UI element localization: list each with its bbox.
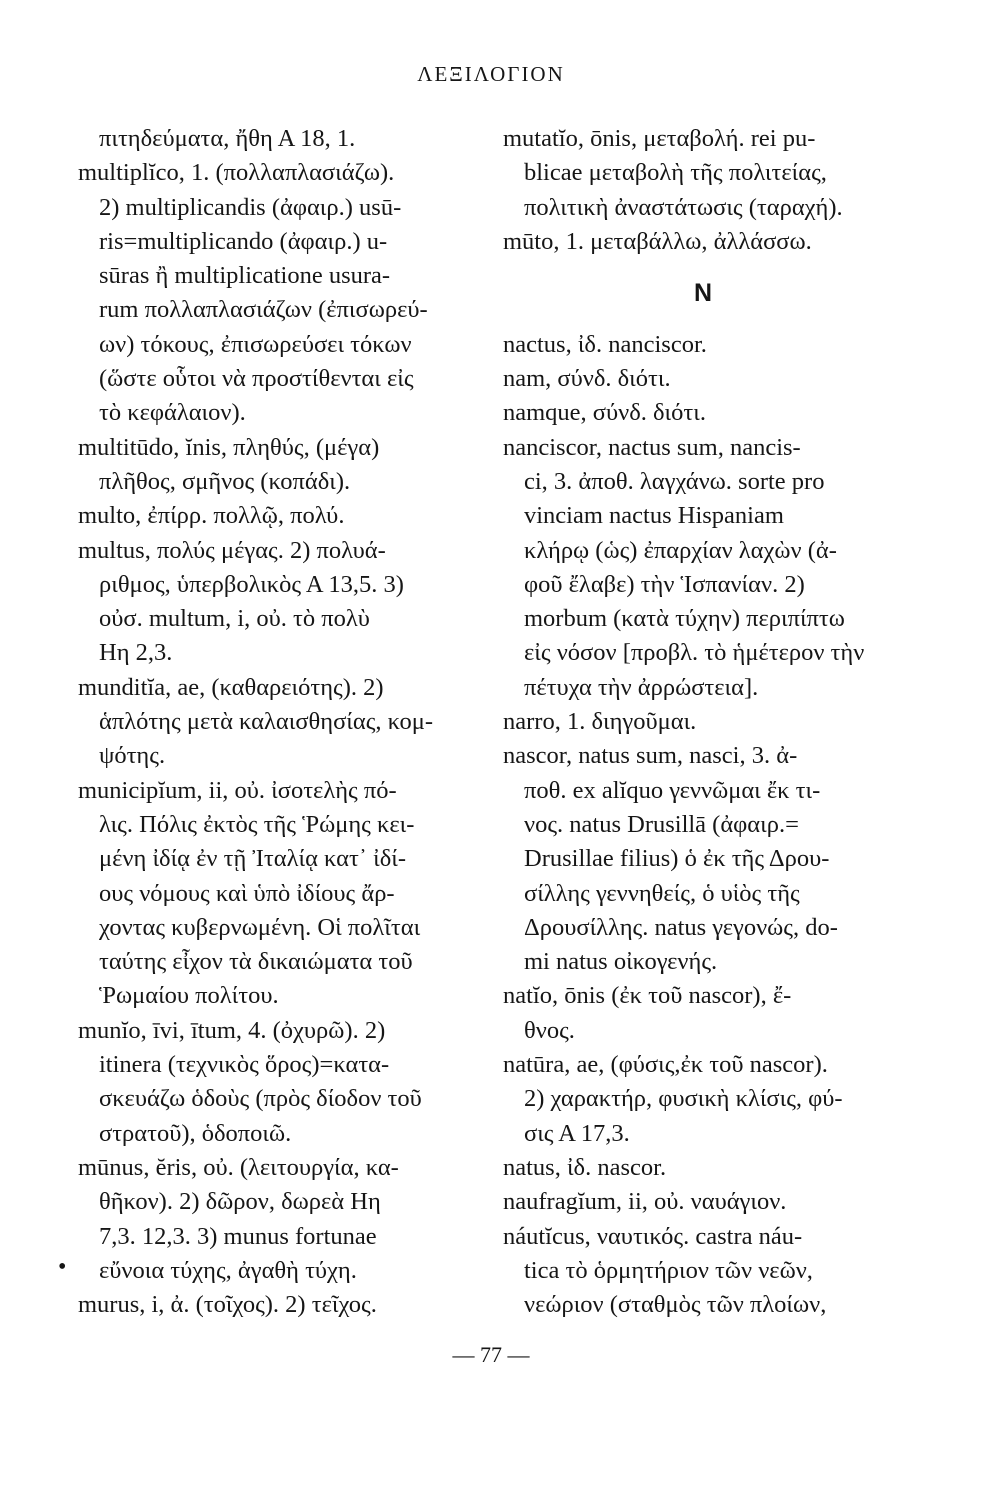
entry-headword-line: munĭo, īvi, ītum, 4. (ὀχυρῶ). 2) (78, 1016, 386, 1044)
margin-bullet: • (58, 1254, 67, 1280)
entry-headword-line: nam, σύνδ. διότι. (503, 365, 671, 393)
entry-continuation-line: itinera (τεχνικὸς ὅρος)=κατα- (99, 1051, 390, 1079)
entry-continuation-line: σις Α 17,3. (524, 1119, 630, 1147)
entry-headword-line: multus, πολύς μέγας. 2) πολυά- (78, 536, 386, 564)
entry-continuation-line: ριθμος, ὑπερβολικὸς Α 13,5. 3) (99, 570, 404, 598)
entry-continuation-line: Ηη 2,3. (99, 639, 173, 667)
entry-continuation-line: ους νόμους καὶ ὑπὸ ἰδίους ἄρ- (99, 879, 395, 907)
entry-continuation-line: blicae μεταβολὴ τῆς πολιτείας, (524, 159, 827, 187)
entry-continuation-line: ων) τόκους, ἐπισωρεύσει τόκων (99, 330, 412, 358)
entry-headword-line: narro, 1. διηγοῦμαι. (503, 708, 697, 736)
entry-headword-line: nascor, natus sum, nasci, 3. ἀ- (503, 742, 798, 770)
entry-continuation-line: πολιτικὴ ἀναστάτωσις (ταραχή). (524, 193, 843, 221)
entry-headword-line: mūto, 1. μεταβάλλω, ἀλλάσσω. (503, 227, 812, 255)
section-letter-heading: N (693, 279, 713, 308)
entry-headword-line: mutatĭo, ōnis, μεταβολή. rei pu- (503, 125, 816, 152)
entry-continuation-line: 2) multiplicandis (ἀφαιρ.) usū- (99, 193, 402, 221)
entry-continuation-line: mi natus οἰκογενής. (524, 948, 718, 976)
entry-continuation-line: 2) χαρακτήρ, φυσικὴ κλίσις, φύ- (524, 1085, 843, 1113)
entry-headword-line: multitūdo, ĭnis, πληθύς, (μέγα) (78, 433, 380, 461)
entry-continuation-line: σίλλης γεννηθείς, ὁ υἱὸς τῆς (524, 879, 800, 907)
entry-continuation-line: πιτηδεύματα, ἤθη Α 18, 1. (99, 125, 356, 152)
page-number: — 77 — (452, 1342, 530, 1367)
entry-continuation-line: τὸ κεφάλαιον). (99, 399, 246, 427)
entry-continuation-line: Drusillae filius) ὁ ἐκ τῆς Δρου- (524, 845, 830, 873)
entry-continuation-line: ἁπλότης μετὰ καλαισθησίας, κομ- (99, 708, 434, 736)
entry-continuation-line: rum πολλαπλασιάζων (ἐπισωρεύ- (99, 296, 428, 324)
entry-headword-line: natĭo, ōnis (ἐκ τοῦ nascor), ἔ- (503, 982, 792, 1010)
entry-continuation-line: νος. natus Drusillā (ἀφαιρ.= (524, 810, 799, 838)
entry-headword-line: munditĭa, ae, (καθαρειότης). 2) (78, 673, 384, 701)
entry-continuation-line: πλῆθος, σμῆνος (κοπάδι). (99, 467, 351, 495)
entry-continuation-line: ταύτης εἶχον τὰ δικαιώματα τοῦ (99, 948, 413, 976)
entry-headword-line: natūra, ae, (φύσις,ἐκ τοῦ nascor). (503, 1051, 828, 1079)
entry-continuation-line: θῆκον). 2) δῶρον, δωρεὰ Ηη (99, 1188, 381, 1216)
entry-continuation-line: σκευάζω ὁδοὺς (πρὸς δίοδον τοῦ (99, 1085, 422, 1113)
entry-continuation-line: Ῥωμαίου πολίτου. (99, 982, 279, 1010)
entry-headword-line: murus, i, ἀ. (τοῖχος). 2) τεῖχος. (78, 1291, 377, 1319)
entry-continuation-line: λις. Πόλις ἐκτὸς τῆς Ῥώμης κει- (99, 810, 415, 838)
entry-continuation-line: ποθ. ex alĭquo γεννῶμαι ἔκ τι- (524, 776, 821, 804)
entry-continuation-line: ψότης. (99, 742, 166, 770)
entry-continuation-line: εὔνοια τύχης, ἀγαθὴ τύχη. (99, 1256, 357, 1284)
entry-continuation-line: στρατοῦ), ὁδοποιῶ. (99, 1119, 292, 1147)
entry-headword-line: nactus, ἰδ. nanciscor. (503, 330, 707, 358)
entry-continuation-line: Δρουσίλλης. natus γεγονώς, do- (524, 913, 838, 941)
entry-continuation-line: ci, 3. ἀποθ. λαγχάνω. sorte pro (524, 467, 825, 495)
entry-continuation-line: φοῦ ἔλαβε) τὴν Ἱσπανίαν. 2) (524, 570, 805, 598)
entry-continuation-line: μένη ἰδίᾳ ἐν τῇ Ἰταλίᾳ κατ᾽ ἰδί- (99, 845, 407, 873)
left-column (78, 122, 473, 1322)
right-column (503, 122, 903, 1322)
entry-continuation-line: κλήρῳ (ὡς) ἐπαρχίαν λαχὼν (ἀ- (524, 536, 837, 564)
entry-continuation-line: morbum (κατὰ τύχην) περιπίπτω (524, 605, 845, 633)
entry-continuation-line: tica τὸ ὁρμητήριον τῶν νεῶν, (524, 1256, 813, 1284)
entry-headword-line: multiplĭco, 1. (πολλαπλασιάζω). (78, 159, 395, 187)
entry-continuation-line: ris=multiplicando (ἀφαιρ.) u- (99, 227, 388, 255)
entry-headword-line: mūnus, ĕris, οὐ. (λειτουργία, κα- (78, 1153, 399, 1181)
entry-continuation-line: (ὥστε οὗτοι νὰ προστίθενται εἰς (99, 365, 414, 393)
entry-continuation-line: πέτυχα τὴν ἀρρώστεια]. (524, 673, 759, 701)
entry-headword-line: municipĭum, ii, οὐ. ἰσοτελὴς πό- (78, 776, 397, 804)
entry-continuation-line: χοντας κυβερνωμένη. Οἱ πολῖται (99, 913, 421, 941)
entry-continuation-line: θνος. (524, 1016, 575, 1044)
entry-headword-line: naufragĭum, ii, οὐ. ναυάγιον. (503, 1188, 787, 1216)
entry-continuation-line: 7,3. 12,3. 3) munus fortunae (99, 1222, 377, 1250)
page-header: ΛΕΞΙΛΟΓΙΟΝ (417, 62, 565, 86)
entry-continuation-line: vinciam nactus Hispaniam (524, 502, 784, 530)
entry-headword-line: natus, ἰδ. nascor. (503, 1153, 667, 1181)
entry-headword-line: multo, ἐπίρρ. πολλῷ, πολύ. (78, 502, 345, 530)
entry-continuation-line: εἰς νόσον [προβλ. τὸ ἡμέτερον τὴν (524, 639, 865, 667)
entry-continuation-line: οὐσ. multum, i, οὐ. τὸ πολὺ (99, 605, 370, 633)
entry-headword-line: namque, σύνδ. διότι. (503, 399, 706, 427)
entry-continuation-line: sūras ἢ multiplicatione usura- (99, 262, 391, 290)
entry-continuation-line: νεώριον (σταθμὸς τῶν πλοίων, (524, 1291, 827, 1319)
entry-headword-line: náutĭcus, ναυτικός. castra náu- (503, 1222, 803, 1250)
entry-headword-line: nanciscor, nactus sum, nancis- (503, 433, 801, 461)
